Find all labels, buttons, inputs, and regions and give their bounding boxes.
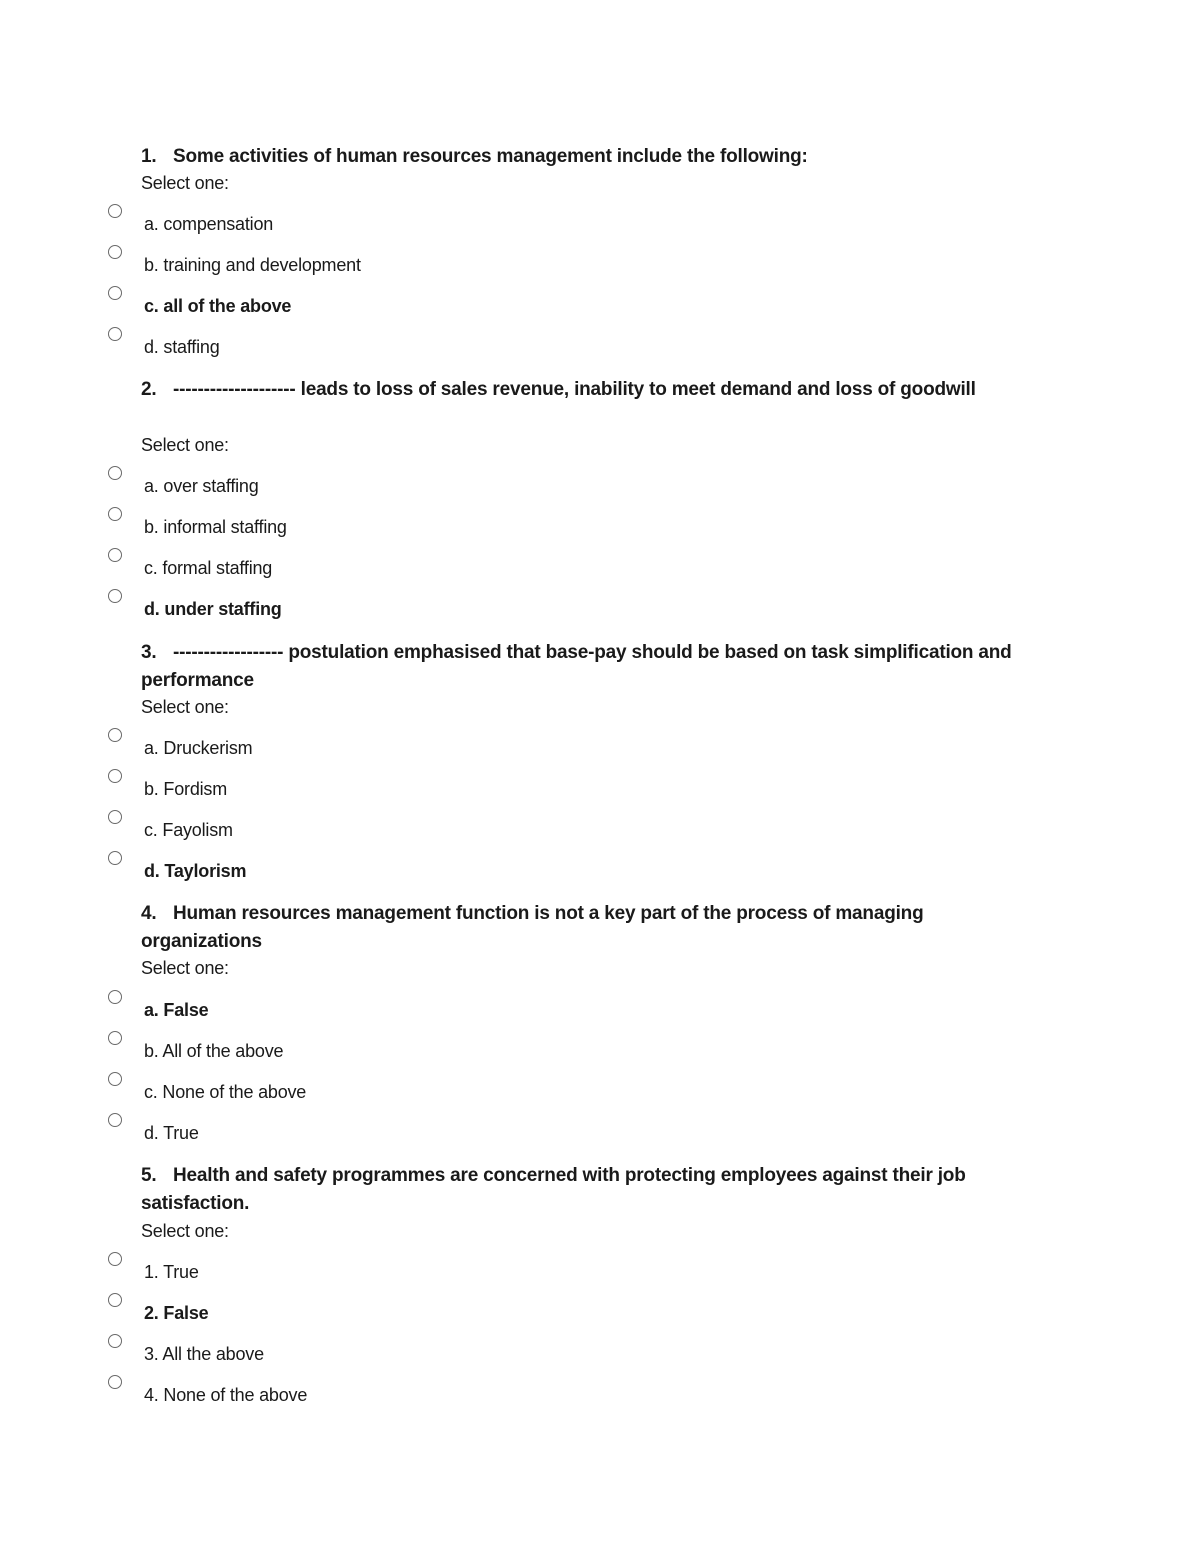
option-1d[interactable] (0, 327, 1200, 368)
option-4c[interactable] (0, 1072, 1200, 1113)
radio-button[interactable] (108, 327, 122, 341)
question-text: Human resources management function is not a key part of the process of managing organizations (141, 903, 924, 952)
question-title (141, 1162, 1041, 1218)
option-label: c. None of the above (144, 1082, 307, 1102)
option-label: d. True (144, 1123, 199, 1143)
select-one-prompt: Select one: (141, 1221, 229, 1241)
option-label: a. compensation (144, 214, 274, 234)
radio-button[interactable] (108, 548, 122, 562)
radio-button[interactable] (108, 204, 122, 218)
option-label: a. Druckerism (144, 738, 253, 758)
radio-button[interactable] (108, 507, 122, 521)
question-title (141, 639, 1041, 695)
radio-button[interactable] (108, 810, 122, 824)
option-5-4[interactable] (0, 1375, 1200, 1416)
radio-button[interactable] (108, 769, 122, 783)
option-1a[interactable] (0, 204, 1200, 245)
option-5-1[interactable] (0, 1252, 1200, 1293)
question-text: ------------------ postulation emphasised that base-pay should be based on task simplification and performance (141, 642, 1012, 691)
option-1c[interactable] (0, 286, 1200, 327)
question-text: Some activities of human resources management include the following: (173, 146, 808, 167)
option-2c[interactable] (0, 548, 1200, 589)
radio-button[interactable] (108, 851, 122, 865)
radio-button[interactable] (108, 245, 122, 259)
question-number: 5. (141, 1165, 157, 1186)
option-label: a. over staffing (144, 476, 259, 496)
radio-button[interactable] (108, 1031, 122, 1045)
option-label: c. all of the above (144, 296, 292, 316)
radio-button[interactable] (108, 1072, 122, 1086)
radio-button[interactable] (108, 1375, 122, 1389)
question-number: 1. (141, 146, 157, 167)
option-label: 4. None of the above (144, 1385, 308, 1405)
option-label: d. Taylorism (144, 861, 247, 881)
select-one-prompt: Select one: (141, 958, 229, 978)
radio-button[interactable] (108, 1334, 122, 1348)
option-4b[interactable] (0, 1031, 1200, 1072)
radio-button[interactable] (108, 589, 122, 603)
select-one-prompt: Select one: (141, 435, 229, 455)
radio-button[interactable] (108, 286, 122, 300)
radio-button[interactable] (108, 1293, 122, 1307)
option-4d[interactable] (0, 1113, 1200, 1154)
option-label: 1. True (144, 1262, 199, 1282)
option-5-2[interactable] (0, 1293, 1200, 1334)
radio-button[interactable] (108, 1252, 122, 1266)
question-text: Health and safety programmes are concerned with protecting employees against their job satisfaction. (141, 1165, 966, 1214)
radio-button[interactable] (108, 990, 122, 1004)
question-number: 2. (141, 379, 157, 400)
option-2a[interactable] (0, 466, 1200, 507)
option-label: d. under staffing (144, 599, 282, 619)
option-label: 2. False (144, 1303, 209, 1323)
option-label: c. formal staffing (144, 558, 273, 578)
option-4a[interactable] (0, 990, 1200, 1031)
radio-button[interactable] (108, 728, 122, 742)
option-label: b. Fordism (144, 779, 228, 799)
question-title (141, 143, 1041, 171)
option-label: b. informal staffing (144, 517, 287, 537)
question-title (141, 900, 1041, 956)
question-number: 4. (141, 903, 157, 924)
radio-button[interactable] (108, 466, 122, 480)
option-2d[interactable] (0, 589, 1200, 630)
radio-button[interactable] (108, 1113, 122, 1127)
option-3b[interactable] (0, 769, 1200, 810)
option-label: b. All of the above (144, 1041, 284, 1061)
option-2b[interactable] (0, 507, 1200, 548)
option-5-3[interactable] (0, 1334, 1200, 1375)
select-one-prompt: Select one: (141, 697, 229, 717)
option-3c[interactable] (0, 810, 1200, 851)
select-one-prompt: Select one: (141, 173, 229, 193)
option-label: c. Fayolism (144, 820, 233, 840)
option-1b[interactable] (0, 245, 1200, 286)
question-number: 3. (141, 642, 157, 663)
question-text: -------------------- leads to loss of sales revenue, inability to meet demand and loss of goodwill (173, 379, 976, 400)
option-3a[interactable] (0, 728, 1200, 769)
option-label: 3. All the above (144, 1344, 264, 1364)
option-label: d. staffing (144, 337, 220, 357)
option-3d[interactable] (0, 851, 1200, 892)
option-label: b. training and development (144, 255, 361, 275)
option-label: a. False (144, 1000, 209, 1020)
question-title (141, 376, 1041, 404)
